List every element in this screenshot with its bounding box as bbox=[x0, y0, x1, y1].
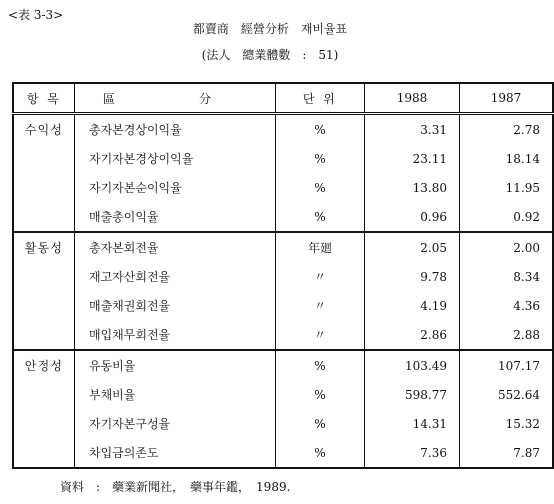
table-number-label: <表 3-3> bbox=[8, 8, 64, 22]
table-row bbox=[13, 409, 553, 438]
value-1987: 4.36 bbox=[513, 298, 540, 313]
ratio-item-name: 총자본회전율 bbox=[75, 232, 276, 262]
value-1988: 4.19 bbox=[365, 291, 460, 320]
value-1987: 2.88 bbox=[513, 327, 540, 342]
value-1987: 0.92 bbox=[513, 209, 540, 224]
ratio-item-name: 자기자본경상이익율 bbox=[75, 144, 276, 173]
ratio-group bbox=[13, 350, 553, 468]
value-1987: 7.87 bbox=[513, 445, 540, 460]
ratio-item-name: 재고자산회전율 bbox=[75, 262, 276, 291]
header-year-1987: 1987 bbox=[460, 83, 554, 114]
ratio-unit: % bbox=[276, 202, 365, 232]
ratio-unit: 〃 bbox=[276, 291, 365, 320]
ratio-item-name: 부채비율 bbox=[75, 380, 276, 409]
ratio-item-name: 매출채권회전율 bbox=[75, 291, 276, 320]
ratio-unit: 年廻 bbox=[276, 232, 365, 262]
table-row bbox=[13, 438, 553, 468]
ratio-unit: % bbox=[276, 438, 365, 468]
value-1987: 2.78 bbox=[513, 122, 540, 137]
document-subtitle: (法人 總業體數 : 51) bbox=[201, 48, 339, 62]
value-1988: 7.36 bbox=[365, 438, 460, 468]
value-1988: 3.31 bbox=[365, 114, 460, 145]
ratio-unit: % bbox=[276, 144, 365, 173]
group-category: 활동성 bbox=[13, 232, 75, 350]
value-1987: 2.00 bbox=[460, 232, 554, 262]
table-row bbox=[13, 144, 553, 173]
value-1988: 0.96 bbox=[365, 202, 460, 232]
value-1987: 18.14 bbox=[505, 151, 540, 166]
ratio-unit: 〃 bbox=[276, 320, 365, 350]
ratio-item-name: 총자본경상이익율 bbox=[75, 114, 276, 145]
ratio-group bbox=[13, 232, 553, 350]
ratio-item-name: 매출총이익율 bbox=[75, 202, 276, 232]
header-unit: 단 위 bbox=[276, 83, 365, 114]
table-row bbox=[13, 232, 553, 262]
value-1987: 15.32 bbox=[505, 416, 540, 431]
ratio-item-name: 차입금의존도 bbox=[75, 438, 276, 468]
table-row bbox=[13, 262, 553, 291]
header-category: 항 목 bbox=[13, 83, 75, 114]
ratio-unit: % bbox=[276, 173, 365, 202]
value-1988: 2.86 bbox=[365, 320, 460, 350]
ratio-unit: % bbox=[276, 114, 365, 145]
value-1988: 13.80 bbox=[365, 173, 460, 202]
value-1987: 552.64 bbox=[498, 387, 540, 402]
group-category: 안정성 bbox=[13, 350, 75, 468]
header-item: 區 分 bbox=[75, 83, 276, 114]
value-1987: 11.95 bbox=[505, 180, 540, 195]
value-1988: 23.11 bbox=[365, 144, 460, 173]
group-category: 수익성 bbox=[13, 114, 75, 233]
value-1988: 9.78 bbox=[365, 262, 460, 291]
ratio-item-name: 자기자본구성율 bbox=[75, 409, 276, 438]
value-1988: 14.31 bbox=[365, 409, 460, 438]
source-note: 資料 : 藥業新聞社， 藥事年鑑， 1989. bbox=[60, 480, 291, 494]
header-year-1988: 1988 bbox=[365, 83, 460, 114]
value-1988: 2.05 bbox=[365, 232, 460, 262]
value-1987: 107.17 bbox=[460, 350, 554, 380]
table-row bbox=[13, 291, 553, 320]
ratio-unit: % bbox=[276, 350, 365, 380]
ratio-unit: 〃 bbox=[276, 262, 365, 291]
header-row bbox=[13, 83, 553, 114]
ratio-item-name: 자기자본순이익율 bbox=[75, 173, 276, 202]
table-row bbox=[13, 380, 553, 409]
document-title: 都賣商 經營分析 재비율표 bbox=[192, 22, 348, 36]
value-1988: 598.77 bbox=[365, 380, 460, 409]
ratio-group bbox=[13, 114, 553, 233]
ratio-item-name: 유동비율 bbox=[75, 350, 276, 380]
ratio-item-name: 매입채무회전율 bbox=[75, 320, 276, 350]
financial-ratio-table bbox=[12, 82, 554, 469]
table-row bbox=[13, 202, 553, 232]
ratio-unit: % bbox=[276, 409, 365, 438]
table-row bbox=[13, 320, 553, 350]
ratio-unit: % bbox=[276, 380, 365, 409]
table-row bbox=[13, 114, 553, 145]
table-header bbox=[13, 83, 553, 114]
table-row bbox=[13, 350, 553, 380]
table-row bbox=[13, 173, 553, 202]
value-1987: 8.34 bbox=[513, 269, 540, 284]
value-1988: 103.49 bbox=[365, 350, 460, 380]
